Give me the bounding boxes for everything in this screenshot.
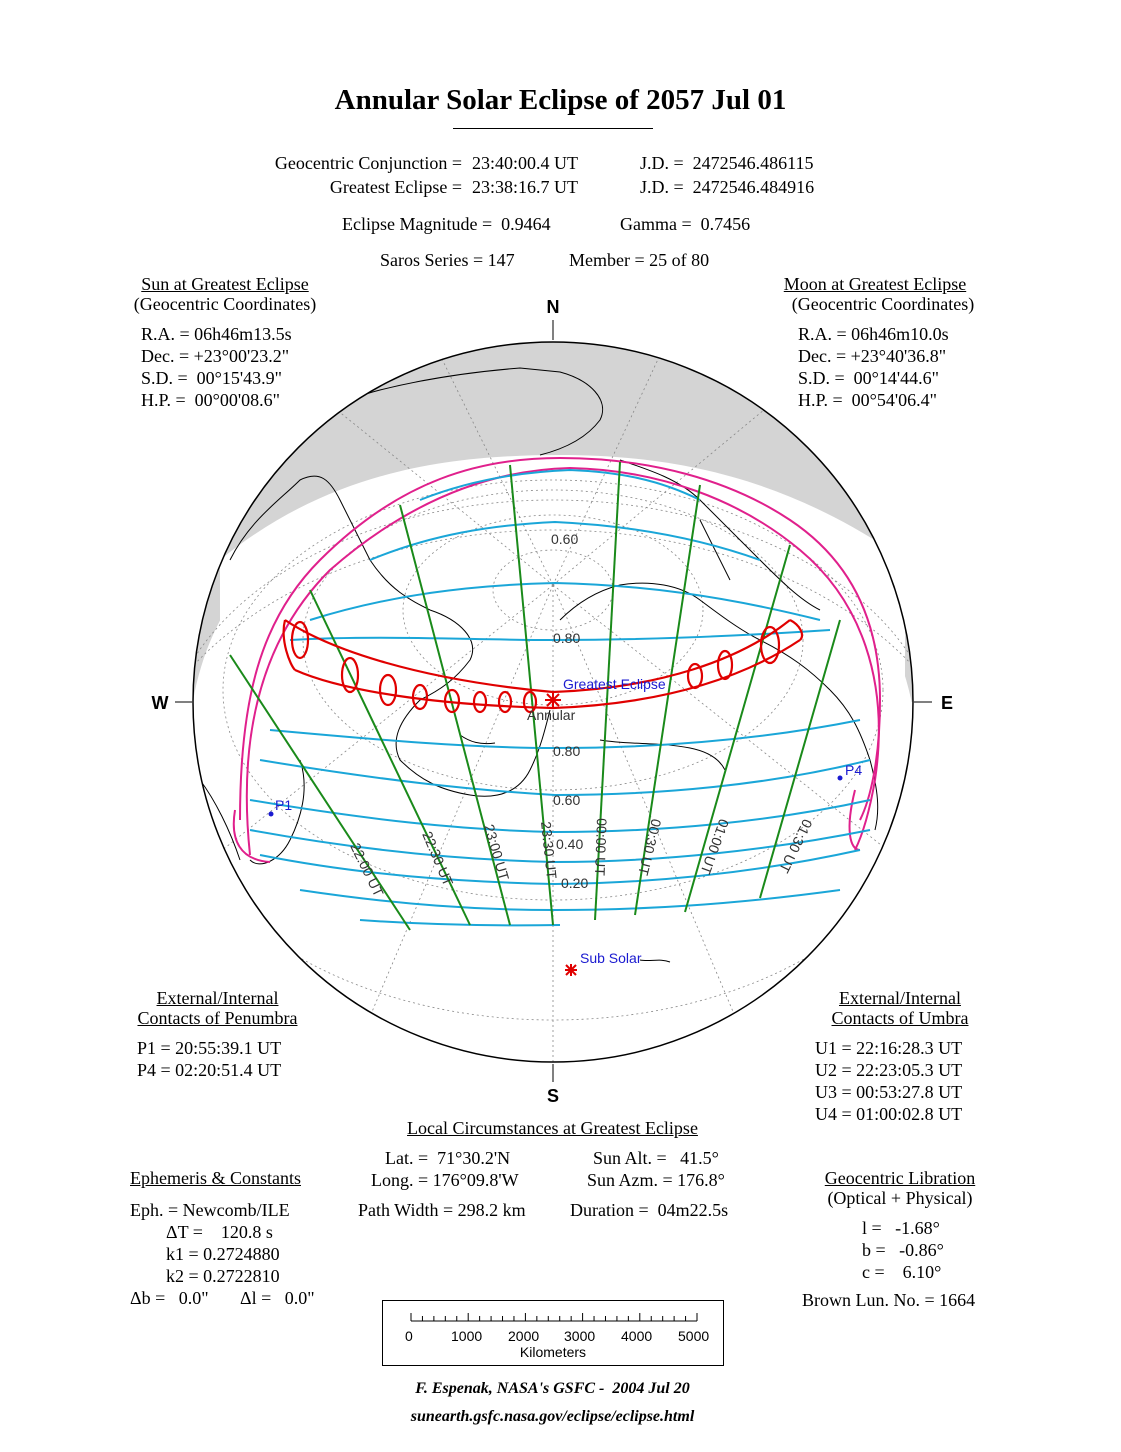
magnitude-label-lower-020: 0.20 [561,875,589,891]
time-label-2200: 22:00 UT [347,840,387,900]
time-label-0000: 00:00 UT [591,817,610,877]
local-heading: Local Circumstances at Greatest Eclipse [407,1118,698,1138]
annular-label: Annular [527,707,576,723]
umbra-u3: U3 = 00:53:27.8 UT [815,1082,963,1102]
p4-label: P4 [845,762,863,778]
moon-hp: H.P. = 00°54'06.4" [798,390,937,410]
conjunction-time: 23:40:00.4 UT [472,153,578,173]
moon-sd: S.D. = 00°14'44.6" [798,368,939,388]
local-duration: Duration = 04m22.5s [570,1200,729,1220]
time-label-2300: 23:00 UT [481,822,513,883]
penumbra-p1: P1 = 20:55:39.1 UT [137,1038,282,1058]
p4-point [838,776,843,781]
ephemeris-eph: Eph. = Newcomb/ILE [130,1200,290,1220]
sun-sd: S.D. = 00°15'43.9" [141,368,282,388]
time-label-2330: 23:30 UT [538,820,560,880]
local-path-width: Path Width = 298.2 km [358,1200,526,1220]
sun-hp: H.P. = 00°00'08.6" [141,390,280,410]
eclipse-magnitude: Eclipse Magnitude = 0.9464 [342,214,551,234]
ephemeris-k1: k1 = 0.2724880 [166,1244,280,1264]
scale-tick-1000: 1000 [451,1328,483,1344]
ephemeris-delta-t: ΔT = 120.8 s [166,1222,273,1242]
time-label-0130: 01:30 UT [776,816,816,876]
saros-member: Member = 25 of 80 [569,250,710,270]
moon-dec: Dec. = +23°40'36.8" [798,346,947,366]
source-url: sunearth.gsfc.nasa.gov/eclipse/eclipse.html [410,1408,695,1425]
magnitude-label-lower-060: 0.60 [553,792,581,808]
p1-point [269,812,274,817]
ephemeris-delta-l: Δl = 0.0" [240,1288,315,1308]
distance-scale [382,1300,724,1366]
greatest-eclipse-marker [545,692,561,708]
libration-l: l = -1.68° [862,1218,940,1238]
penumbra-heading-1: External/Internal [156,988,279,1008]
time-label-0100: 01:00 UT [697,816,733,877]
p1-label: P1 [275,797,293,813]
penumbra-heading-2: Contacts of Penumbra [137,1008,298,1028]
scale-tick-0: 0 [405,1328,413,1344]
page-title: Annular Solar Eclipse of 2057 Jul 01 [334,84,787,116]
ephemeris-k2: k2 = 0.2722810 [166,1266,280,1286]
libration-heading: Geocentric Libration [824,1168,976,1188]
moon-ra: R.A. = 06h46m10.0s [798,324,949,344]
local-lat: Lat. = 71°30.2'N [385,1148,511,1168]
magnitude-label-lower-080: 0.80 [553,743,581,759]
umbra-u4: U4 = 01:00:02.8 UT [815,1104,963,1124]
gamma-value: Gamma = 0.7456 [620,214,751,234]
time-label-0030: 00:30 UT [635,817,665,878]
libration-subheading: (Optical + Physical) [827,1188,973,1208]
local-long: Long. = 176°09.8'W [371,1170,519,1190]
scale-tick-4000: 4000 [621,1328,653,1344]
greatest-eclipse-jd: J.D. = 2472546.484916 [640,177,815,197]
sub-solar-label: Sub Solar [580,950,642,966]
west-label: W [151,693,169,713]
libration-b: b = -0.86° [862,1240,944,1260]
sub-solar-marker [565,964,577,976]
scale-tick-2000: 2000 [508,1328,540,1344]
umbra-u1: U1 = 22:16:28.3 UT [815,1038,963,1058]
north-label: N [546,297,560,317]
credit-line: F. Espenak, NASA's GSFC - 2004 Jul 20 [415,1380,690,1397]
time-label-2230: 22:30 UT [419,828,457,889]
saros-series: Saros Series = 147 [380,250,515,270]
scale-tick-5000: 5000 [678,1328,710,1344]
sun-dec: Dec. = +23°00'23.2" [141,346,290,366]
greatest-eclipse-time: 23:38:16.7 UT [472,177,578,197]
brown-lunation: Brown Lun. No. = 1664 [802,1290,976,1310]
libration-c: c = 6.10° [862,1262,942,1282]
scale-tick-3000: 3000 [564,1328,596,1344]
magnitude-label-upper-060: 0.60 [551,531,579,547]
moon-subheading: (Geocentric Coordinates) [791,294,975,314]
sun-heading: Sun at Greatest Eclipse [141,274,309,294]
east-label: E [940,693,954,713]
sun-subheading: (Geocentric Coordinates) [133,294,317,314]
greatest-eclipse-label: Greatest Eclipse = [329,177,462,197]
south-label: S [546,1086,560,1106]
magnitude-label-upper-080: 0.80 [553,630,581,646]
magnitude-label-lower-040: 0.40 [556,836,584,852]
conjunction-label: Geocentric Conjunction = [274,153,462,173]
ephemeris-delta-b: Δb = 0.0" [130,1288,209,1308]
scale-unit: Kilometers [519,1344,587,1360]
umbra-heading-2: Contacts of Umbra [831,1008,969,1028]
local-sun-alt: Sun Alt. = 41.5° [593,1148,719,1168]
local-sun-azm: Sun Azm. = 176.8° [587,1170,725,1190]
ephemeris-heading: Ephemeris & Constants [130,1168,301,1188]
greatest-eclipse-label: Greatest Eclipse [563,676,666,692]
sun-ra: R.A. = 06h46m13.5s [141,324,292,344]
penumbra-p4: P4 = 02:20:51.4 UT [137,1060,282,1080]
umbra-u2: U2 = 22:23:05.3 UT [815,1060,963,1080]
umbra-heading-1: External/Internal [839,988,961,1008]
conjunction-jd: J.D. = 2472546.486115 [640,153,814,173]
moon-heading: Moon at Greatest Eclipse [783,274,967,294]
